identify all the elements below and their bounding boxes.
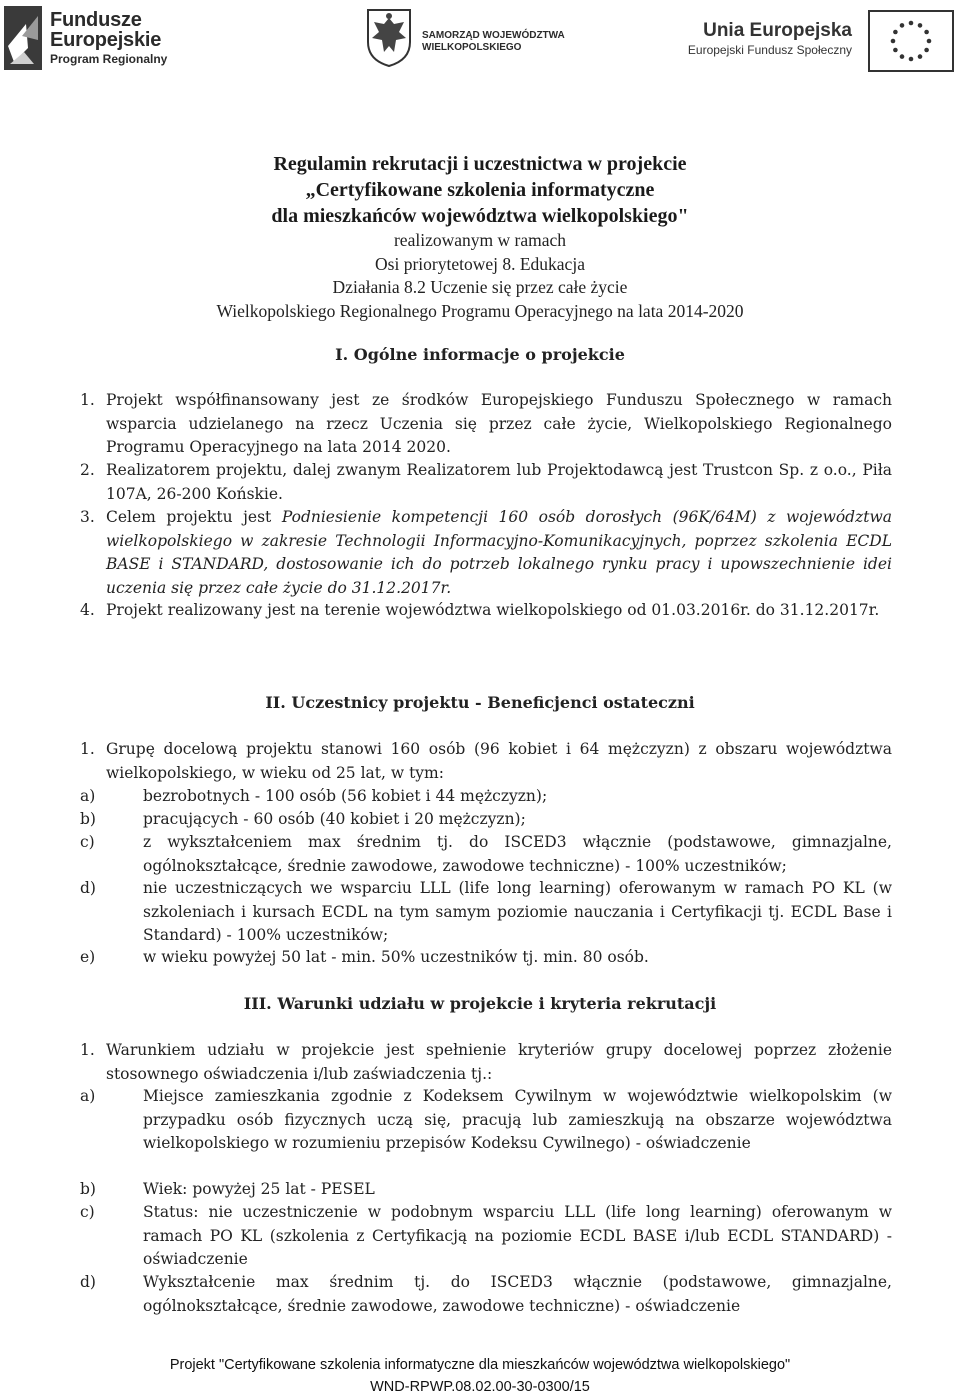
subitem-letter: d) [80, 879, 96, 897]
item-number: 3. [80, 508, 95, 526]
item-text: Projekt współfinansowany jest ze środków Europejskiego Funduszu Społecznego w ramach wsparcia udzielanego na rzecz Uczenia się przez całe życie, Wielkopolskiego Regionalnego Programu Operacyjnego na lata 2014 2020. [106, 391, 892, 456]
section-1-item-2 [80, 459, 892, 506]
section-1-heading: I. Ogólne informacje o projekcie [335, 345, 625, 364]
section-1-item-4 [80, 599, 892, 623]
subitem-letter: c) [80, 833, 95, 851]
subitem-letter: b) [80, 810, 96, 828]
item-number: 1. [80, 391, 95, 409]
section-2-subitem-a [80, 785, 892, 809]
title-line-1: Regulamin rekrutacji i uczestnictwa w projekcie [273, 153, 687, 175]
section-3-item-1 [80, 1039, 892, 1086]
subitem-text: bezrobotnych - 100 osób (56 kobiet i 44 mężczyzn); [143, 787, 548, 805]
sw-logo-line1: SAMORZĄD WOJEWÓDZTWA [422, 30, 565, 41]
title-line-6: Działania 8.2 Uczenie się przez całe życie [332, 277, 628, 297]
fe-logo-line3: Program Regionalny [50, 52, 168, 66]
fundusze-europejskie-mark-icon [4, 6, 42, 70]
eagle-crest-icon [366, 8, 412, 68]
fe-logo-line1: Fundusze [50, 9, 142, 31]
item-number: 4. [80, 601, 95, 619]
footer-project-name: Projekt "Certyfikowane szkolenia informatyczne dla mieszkańców województwa wielkopolskiego" [169, 1357, 791, 1373]
subitem-text: z wykształceniem max średnim tj. do ISCED3 włącznie (podstawowe, gimnazjalne, ogólnokształcące, średnie zawodowe, zawodowe techniczne) - 100% uczestników; [143, 833, 892, 875]
title-line-4: realizowanym w ramach [393, 230, 566, 250]
section-2-subitem-c [80, 831, 892, 878]
section-1-item-1 [80, 389, 892, 460]
ue-logo-line1: Unia Europejska [703, 20, 852, 41]
section-2-subitem-b [80, 808, 892, 832]
subitem-letter: d) [80, 1273, 96, 1291]
subitem-text: pracujących - 60 osób (40 kobiet i 20 mężczyzn); [143, 810, 526, 828]
subitem-letter: a) [80, 1087, 96, 1105]
ue-logo-line2: Europejski Fundusz Społeczny [687, 43, 852, 57]
title-line-7: Wielkopolskiego Regionalnego Programu Operacyjnego na lata 2014-2020 [216, 300, 744, 321]
item-text: Grupę docelową projektu stanowi 160 osób (96 kobiet i 64 mężczyzn) z obszaru województwa wielkopolskiego, w wieku od 25 lat, w tym: [106, 740, 892, 782]
subitem-letter: a) [80, 787, 96, 805]
section-3-subitem-b [80, 1178, 892, 1202]
section-3-subitem-a [80, 1085, 892, 1156]
samorzad-wojewodztwa-logo [366, 8, 596, 68]
subitem-text: Wykształcenie max średnim tj. do ISCED3 włącznie (podstawowe, gimnazjalne, ogólnokształcące, średnie zawodowe, zawodowe techniczne) - oświadczenie [143, 1273, 892, 1315]
item-number: 2. [80, 461, 95, 479]
subitem-letter: e) [80, 948, 96, 966]
item-text: Projekt realizowany jest na terenie województwa wielkopolskiego od 01.03.2016r. do 31.12.2017r. [106, 601, 880, 619]
eu-flag-icon [868, 10, 954, 72]
item-text-plain: Celem projektu jest [106, 508, 282, 526]
sw-logo-line2: WIELKOPOLSKIEGO [422, 42, 522, 53]
item-number: 1. [80, 740, 95, 758]
fe-logo-line2: Europejskie [50, 29, 162, 51]
document-title-block [0, 151, 960, 323]
page-footer [0, 1354, 960, 1398]
item-text [106, 506, 892, 600]
item-text: Warunkiem udziału w projekcie jest spełnienie kryteriów grupy docelowej poprzez złożenie stosownego oświadczenia i/lub zaświadczenia tj.: [106, 1041, 892, 1083]
section-2-item-1 [80, 738, 892, 785]
item-text: Realizatorem projektu, dalej zwanym Realizatorem lub Projektodawcą jest Trustcon Sp. z o.o., Piła 107A, 26-200 Końskie. [106, 461, 892, 503]
subitem-text: Wiek: powyżej 25 lat - PESEL [143, 1180, 375, 1198]
title-line-3: dla mieszkańców województwa wielkopolskiego" [271, 205, 689, 227]
title-line-2: „Certyfikowane szkolenia informatyczne [305, 179, 655, 201]
section-3-heading: III. Warunki udziału w projekcie i kryteria rekrutacji [243, 994, 717, 1013]
subitem-text: w wieku powyżej 50 lat - min. 50% uczestników tj. min. 80 osób. [143, 948, 649, 966]
subitem-text: Status: nie uczestniczenie w podobnym wsparciu LLL (life long learning) oferowanym w ramach PO KL (szkolenia z Certyfikacją na poziomie ECDL BASE i/lub ECDL STANDARD) - oświadczenie [143, 1203, 892, 1268]
title-line-5: Osi priorytetowej 8. Edukacja [375, 253, 585, 274]
subitem-text: Miejsce zamieszkania zgodnie z Kodeksem Cywilnym w województwie wielkopolskim (w przypadku osób fizycznych uczą się, pracują lub zamieszkują na obszarze województwa wielkopolskiego w rozumieniu przepisów Kodeksu Cywilnego) - oświadczenie [143, 1087, 892, 1152]
section-3-subitem-c [80, 1201, 892, 1272]
section-2-subitem-d [80, 877, 892, 948]
subitem-text: nie uczestniczących we wsparciu LLL (life long learning) oferowanym w ramach PO KL (w szkoleniach i kursach ECDL na tym samym poziomie nauczania i Certyfikacji tj. ECDL Base i Standard) - 100% uczestników; [143, 879, 892, 944]
unia-europejska-logo [664, 8, 956, 74]
item-text-italic: Podniesienie kompetencji 160 osób dorosłych (96K/64M) z województwa wielkopolskiego w zakresie Technologii Informacyjno-Komunikacyjnych, poprzez szkolenia ECDL BASE i STANDARD, dostosowanie ich do potrzeb lokalnego rynku pracy i upowszechnienie idei uczenia się przez całe życie do 31.12.2017r. [106, 508, 892, 597]
header-logos [0, 0, 960, 80]
footer-project-number: WND-RPWP.08.02.00-30-0300/15 [370, 1379, 590, 1395]
item-number: 1. [80, 1041, 95, 1059]
section-2-heading: II. Uczestnicy projektu - Beneficjenci ostateczni [265, 693, 695, 712]
subitem-letter: b) [80, 1180, 96, 1198]
section-1-item-3 [80, 506, 892, 600]
fundusze-europejskie-logo [4, 6, 194, 70]
section-3-subitem-d [80, 1271, 892, 1318]
subitem-letter: c) [80, 1203, 95, 1221]
section-2-subitem-e [80, 946, 892, 970]
